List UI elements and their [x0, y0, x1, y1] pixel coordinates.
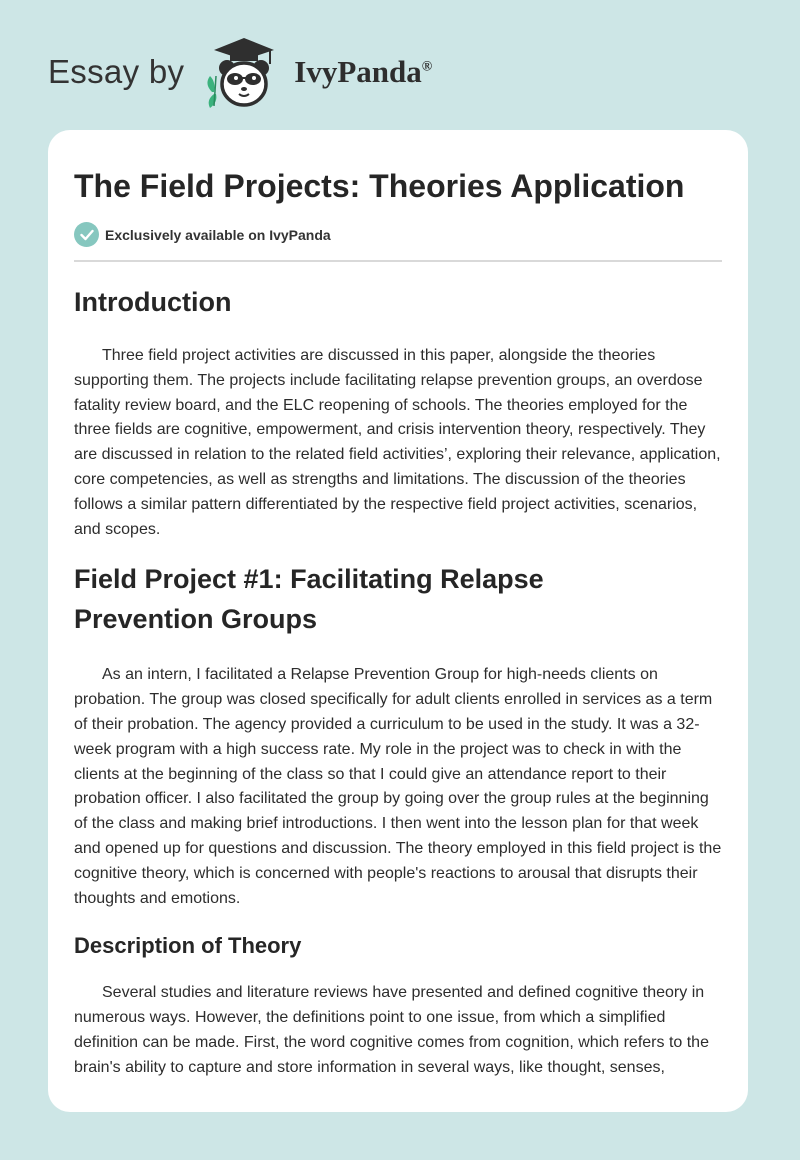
- paragraph-introduction: Three field project activities are discussed in this paper, alongside the theories supporting them. The projects include facilitating relapse prevention groups, an overdose fatality review board, and the ELC reopening of schools. The theories employed for the three fields are cognitive, empowerment, and crisis intervention theory, respectively. They are discussed in relation to the related field activities’, exploring their relevance, application, core competencies, as well as strengths and limitations. The discussion of the theories follows a similar pattern differentiated by the respective field project activities, scenarios, and scopes.: [74, 347, 721, 538]
- check-circle-icon: [74, 222, 99, 247]
- paragraph-field-project-1: As an intern, I facilitated a Relapse Prevention Group for high-needs clients on probation. The group was closed specifically for adult clients enrolled in services as a term of their probation. The agency provided a curriculum to be used in the study. It was a 32-week program with a high success rate. My role in the project was to check in with the clients at the beginning of the class so that I could give an attendance report to their probation officer. I also facilitated the group by going over the group rules at the beginning of the class and making brief introductions. I then went into the lesson plan for that week and opened up for questions and discussion. The theory employed in this field project is the cognitive theory, which is concerned with people's reactions to arousal that disrupts their thoughts and emotions.: [74, 666, 722, 907]
- brand-name[interactable]: IvyPanda®: [294, 54, 433, 89]
- paragraph-description-of-theory: Several studies and literature reviews have presented and defined cognitive theory in numerous ways. However, the definitions point to one issue, from which a simplified definition can be made. First, the word cognitive comes from cognition, which refers to the brain's ability to capture and store information in several ways, like thought, senses,: [74, 984, 709, 1076]
- essay-by-label: Essay by: [48, 53, 185, 90]
- heading-introduction: Introduction: [74, 287, 232, 317]
- article-card: [48, 130, 748, 1112]
- site-header: [48, 36, 432, 108]
- ivypanda-logo-icon[interactable]: [200, 36, 290, 108]
- exclusive-badge: [74, 222, 722, 247]
- divider: [74, 260, 722, 262]
- heading-description-of-theory: Description of Theory: [74, 933, 302, 959]
- page-title: The Field Projects: Theories Application: [74, 168, 685, 204]
- heading-field-project-1: Field Project #1: Facilitating Relapse Prevention Groups: [74, 564, 544, 635]
- badge-label: Exclusively available on IvyPanda: [105, 226, 331, 243]
